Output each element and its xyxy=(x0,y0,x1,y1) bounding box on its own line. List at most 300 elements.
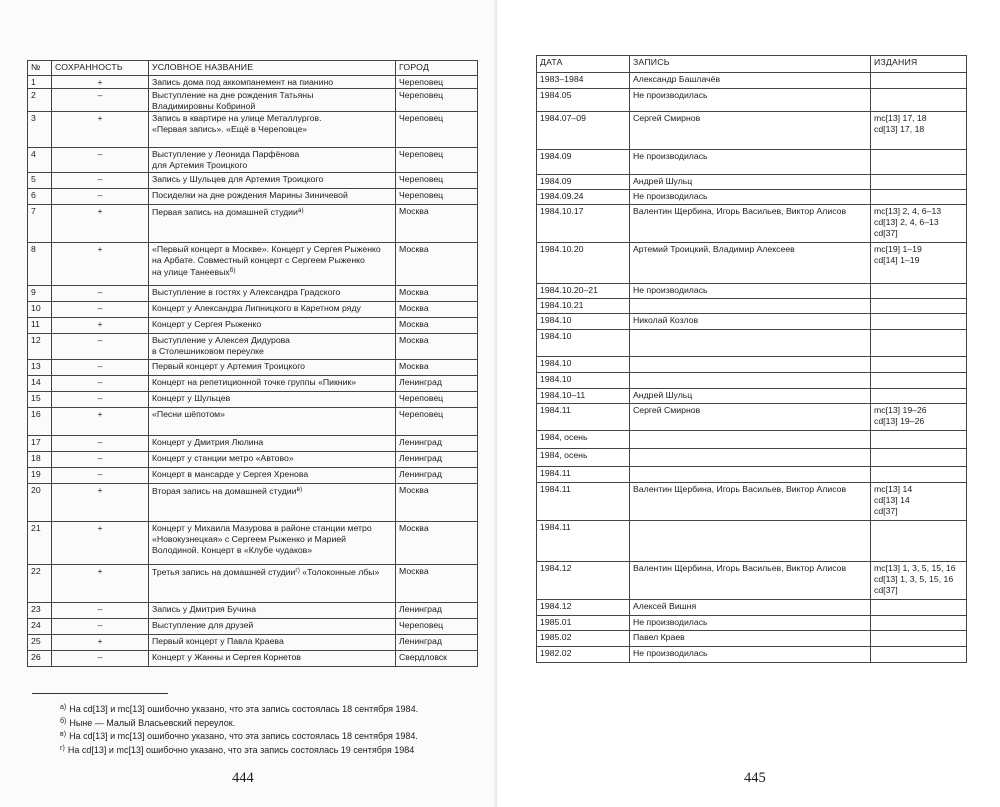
recording-cell: Алексей Вишня xyxy=(630,600,871,616)
city: Ленинград xyxy=(396,436,478,452)
city: Москва xyxy=(396,522,478,565)
preservation-mark: – xyxy=(52,286,149,302)
editions-cell xyxy=(871,150,967,175)
footnote-text: На cd[13] и mc[13] ошибочно указано, что эта запись состоялась 18 сентября 1984. xyxy=(69,731,418,742)
table-row xyxy=(28,318,478,334)
date-cell: 1984.12 xyxy=(537,562,630,600)
recording-title xyxy=(149,452,396,468)
table-row xyxy=(537,404,967,431)
date-cell: 1984.10.17 xyxy=(537,205,630,243)
table-row xyxy=(537,647,967,663)
table-row xyxy=(537,631,967,647)
header-date: ДАТА xyxy=(537,56,630,73)
edition-line: cd[13] 14 xyxy=(874,494,910,505)
row-number: 25 xyxy=(28,635,52,651)
preservation-mark: + xyxy=(52,112,149,148)
edition-line: cd[13] 2, 4, 6–13 xyxy=(874,216,939,227)
table-row xyxy=(28,76,478,89)
recording-title xyxy=(149,360,396,376)
editions-cell xyxy=(871,284,967,299)
editions-cell xyxy=(871,562,967,600)
table-row xyxy=(28,565,478,603)
city: Ленинград xyxy=(396,603,478,619)
table-row xyxy=(537,190,967,205)
editions-cell xyxy=(871,389,967,404)
title-tail: «Толоконные лбы» xyxy=(299,567,380,578)
title-line: Посиделки на дне рождения Марины Зиничевой xyxy=(152,190,348,201)
city: Череповец xyxy=(396,112,478,148)
header-recording: ЗАПИСЬ xyxy=(630,56,871,73)
recording-cell: Не производилась xyxy=(630,89,871,112)
date-cell: 1985.01 xyxy=(537,616,630,631)
editions-cell xyxy=(871,357,967,373)
recording-title xyxy=(149,243,396,286)
table-row xyxy=(28,468,478,484)
recording-cell: Валентин Щербина, Игорь Васильев, Виктор Алисов xyxy=(630,205,871,243)
table-row xyxy=(28,112,478,148)
edition-line: mc[13] 14 xyxy=(874,484,913,494)
row-number: 5 xyxy=(28,173,52,189)
recording-title xyxy=(149,76,396,89)
table-row xyxy=(537,175,967,190)
row-number: 18 xyxy=(28,452,52,468)
date-cell: 1984.09.24 xyxy=(537,190,630,205)
table-row xyxy=(28,392,478,408)
preservation-mark: – xyxy=(52,189,149,205)
editions-cell xyxy=(871,175,967,190)
title-line: на Арбате. Совместный концерт с Сергеем Рыженко xyxy=(152,255,365,266)
preservation-mark: + xyxy=(52,484,149,522)
city: Череповец xyxy=(396,173,478,189)
recording-title xyxy=(149,148,396,173)
row-number: 2 xyxy=(28,88,52,112)
date-cell: 1984.10.21 xyxy=(537,299,630,314)
title-line: Концерт у Сергея Рыженко xyxy=(152,319,262,330)
preservation-mark: – xyxy=(52,436,149,452)
recording-title xyxy=(149,173,396,189)
preservation-mark: + xyxy=(52,205,149,243)
row-number: 14 xyxy=(28,376,52,392)
row-number: 4 xyxy=(28,148,52,173)
editions-cell xyxy=(871,243,967,284)
footnote-divider xyxy=(32,693,168,694)
recording-cell xyxy=(630,299,871,314)
title-line: Концерт у станции метро «Автово» xyxy=(152,453,294,464)
header-editions: ИЗДАНИЯ xyxy=(871,56,967,73)
recording-cell xyxy=(630,330,871,357)
table-row xyxy=(537,449,967,467)
right-page xyxy=(497,0,1000,807)
releases-table xyxy=(536,55,967,663)
editions-cell xyxy=(871,600,967,616)
title-line: Концерт в мансарде у Сергея Хренова xyxy=(152,469,309,480)
city: Ленинград xyxy=(396,452,478,468)
footnote-mark: а) xyxy=(60,704,67,711)
recording-cell: Сергей Смирнов xyxy=(630,112,871,150)
table-row xyxy=(537,299,967,314)
table-row xyxy=(537,314,967,330)
date-cell: 1984.09 xyxy=(537,175,630,190)
title-line: Первый концерт у Артемия Троицкого xyxy=(152,361,306,372)
row-number: 1 xyxy=(28,76,52,89)
date-cell: 1984.10.20–21 xyxy=(537,284,630,299)
city: Свердловск xyxy=(396,651,478,667)
recording-cell xyxy=(630,449,871,467)
table-row xyxy=(28,619,478,635)
footnote-mark: б) xyxy=(60,717,67,725)
city: Москва xyxy=(396,302,478,318)
title-line: Володиной. Концерт в «Клубе чудаков» xyxy=(152,544,313,555)
footnote-ref: в) xyxy=(296,486,303,494)
title-line: Владимировны Кобриной xyxy=(152,100,256,111)
date-cell: 1984.10.20 xyxy=(537,243,630,284)
footnote xyxy=(60,729,418,743)
table-row xyxy=(28,88,478,112)
recording-cell xyxy=(630,467,871,483)
recording-title xyxy=(149,565,396,603)
title-line: Концерт у Михаила Мазурова в районе станции метро xyxy=(152,523,372,534)
table-row xyxy=(28,205,478,243)
editions-cell xyxy=(871,330,967,357)
recording-title xyxy=(149,603,396,619)
row-number: 20 xyxy=(28,484,52,522)
date-cell: 1982.02 xyxy=(537,647,630,663)
preservation-mark: + xyxy=(52,243,149,286)
date-cell: 1985.02 xyxy=(537,631,630,647)
date-cell: 1984.09 xyxy=(537,150,630,175)
row-number: 9 xyxy=(28,286,52,302)
city: Череповец xyxy=(396,76,478,89)
city: Череповец xyxy=(396,619,478,635)
footnote xyxy=(60,716,418,730)
table-row xyxy=(537,521,967,562)
title-line: Концерт у Жанны и Сергея Корнетов xyxy=(152,652,301,663)
page-number-left: 444 xyxy=(232,770,254,786)
recording-title xyxy=(149,484,396,522)
editions-cell xyxy=(871,112,967,150)
recording-title xyxy=(149,635,396,651)
editions-cell xyxy=(871,431,967,449)
recording-cell xyxy=(630,357,871,373)
editions-cell xyxy=(871,404,967,431)
editions-cell xyxy=(871,73,967,89)
title-line: Выступление в гостях у Александра Градского xyxy=(152,287,341,298)
city: Москва xyxy=(396,243,478,286)
recording-title xyxy=(149,619,396,635)
recording-title xyxy=(149,522,396,565)
title-line: на улице Танеевых xyxy=(152,266,230,277)
editions-cell xyxy=(871,89,967,112)
footnote-ref: а) xyxy=(297,207,304,215)
city: Ленинград xyxy=(396,635,478,651)
table-row xyxy=(537,467,967,483)
preservation-mark: – xyxy=(52,603,149,619)
title-line-wrap xyxy=(152,266,392,278)
city: Ленинград xyxy=(396,376,478,392)
table-row xyxy=(537,89,967,112)
table-row xyxy=(28,436,478,452)
table-row xyxy=(537,205,967,243)
city: Череповец xyxy=(396,408,478,436)
edition-line: mc[19] 1–19 xyxy=(874,244,922,254)
preservation-mark: + xyxy=(52,522,149,565)
table-row xyxy=(28,148,478,173)
row-number: 21 xyxy=(28,522,52,565)
header-number: № xyxy=(28,61,52,76)
table-row xyxy=(537,389,967,404)
preservation-mark: – xyxy=(52,392,149,408)
date-cell: 1984.10 xyxy=(537,314,630,330)
preservation-mark: + xyxy=(52,76,149,89)
row-number: 3 xyxy=(28,112,52,148)
table-row xyxy=(537,243,967,284)
edition-line: cd[37] xyxy=(874,584,898,595)
recording-title xyxy=(149,88,396,112)
recording-cell: Не производилась xyxy=(630,284,871,299)
title-line: «Первая запись». «Ещё в Череповце» xyxy=(152,124,308,135)
row-number: 13 xyxy=(28,360,52,376)
recording-cell xyxy=(630,521,871,562)
row-number: 12 xyxy=(28,334,52,360)
title-line: Запись у Дмитрия Бучина xyxy=(152,604,257,615)
footnote-text: Ныне — Малый Власьевский переулок. xyxy=(69,717,236,728)
edition-line: mc[13] 17, 18 xyxy=(874,113,927,123)
recording-cell: Не производилась xyxy=(630,647,871,663)
title-line-wrap xyxy=(152,485,392,497)
preservation-mark: – xyxy=(52,651,149,667)
row-number: 16 xyxy=(28,408,52,436)
preservation-mark: – xyxy=(52,619,149,635)
footnote xyxy=(60,743,418,757)
table-row xyxy=(537,73,967,89)
editions-cell xyxy=(871,314,967,330)
table-row xyxy=(537,330,967,357)
edition-line: mc[13] 1, 3, 5, 15, 16 xyxy=(874,563,956,573)
table-row xyxy=(28,484,478,522)
row-number: 17 xyxy=(28,436,52,452)
city: Череповец xyxy=(396,392,478,408)
title-line: в Столешниковом переулке xyxy=(152,346,264,357)
recording-cell: Валентин Щербина, Игорь Васильев, Виктор Алисов xyxy=(630,483,871,521)
title-line: Концерт у Александра Липницкого в Каретном ряду xyxy=(152,303,361,314)
preservation-mark: – xyxy=(52,148,149,173)
recording-title xyxy=(149,302,396,318)
header-title: УСЛОВНОЕ НАЗВАНИЕ xyxy=(149,61,396,76)
table-row xyxy=(537,616,967,631)
date-cell: 1984.05 xyxy=(537,89,630,112)
date-cell: 1984.10 xyxy=(537,330,630,357)
editions-cell xyxy=(871,205,967,243)
row-number: 22 xyxy=(28,565,52,603)
recording-cell: Андрей Шульц xyxy=(630,389,871,404)
table-row xyxy=(537,284,967,299)
editions-cell xyxy=(871,467,967,483)
edition-line: cd[37] xyxy=(874,505,898,516)
table-row xyxy=(537,150,967,175)
table-header-row xyxy=(537,56,967,73)
editions-cell xyxy=(871,299,967,314)
recording-title xyxy=(149,436,396,452)
table-row xyxy=(537,600,967,616)
editions-cell xyxy=(871,483,967,521)
footnote-ref: г) xyxy=(295,567,300,575)
city: Москва xyxy=(396,484,478,522)
edition-line: cd[37] xyxy=(874,227,898,238)
title-line: Выступление для друзей xyxy=(152,620,254,631)
editions-cell xyxy=(871,616,967,631)
title-line: «Новокузнецкая» с Сергеем Рыженко и Марией xyxy=(152,534,347,545)
title-line: Концерт у Дмитрия Люлина xyxy=(152,437,264,448)
date-cell: 1983–1984 xyxy=(537,73,630,89)
recording-cell: Николай Козлов xyxy=(630,314,871,330)
title-line-wrap xyxy=(152,206,392,218)
recording-cell xyxy=(630,431,871,449)
edition-line: cd[13] 1, 3, 5, 15, 16 xyxy=(874,573,954,584)
table-row xyxy=(28,603,478,619)
preservation-mark: + xyxy=(52,635,149,651)
table-row xyxy=(28,376,478,392)
title-line: «Песни шёпотом» xyxy=(152,409,225,420)
date-cell: 1984, осень xyxy=(537,431,630,449)
row-number: 8 xyxy=(28,243,52,286)
preservation-mark: – xyxy=(52,88,149,112)
title-line: Запись дома под аккомпанемент на пианино xyxy=(152,77,334,87)
date-cell: 1984.07–09 xyxy=(537,112,630,150)
recording-cell: Не производилась xyxy=(630,190,871,205)
recording-cell: Артемий Троицкий, Владимир Алексеев xyxy=(630,243,871,284)
row-number: 19 xyxy=(28,468,52,484)
table-row xyxy=(28,635,478,651)
recording-cell: Павел Краев xyxy=(630,631,871,647)
table-row xyxy=(28,173,478,189)
table-row xyxy=(28,189,478,205)
page-number-right: 445 xyxy=(744,770,766,786)
editions-cell xyxy=(871,521,967,562)
date-cell: 1984.11 xyxy=(537,467,630,483)
recording-title xyxy=(149,408,396,436)
row-number: 24 xyxy=(28,619,52,635)
recording-title xyxy=(149,376,396,392)
footnote-mark: в) xyxy=(60,731,67,739)
title-line: Концерт у Шульцев xyxy=(152,393,231,404)
city: Москва xyxy=(396,286,478,302)
city: Москва xyxy=(396,565,478,603)
header-city: ГОРОД xyxy=(396,61,478,76)
city: Череповец xyxy=(396,189,478,205)
table-row xyxy=(28,522,478,565)
row-number: 6 xyxy=(28,189,52,205)
recording-cell: Валентин Щербина, Игорь Васильев, Виктор Алисов xyxy=(630,562,871,600)
footnotes xyxy=(60,702,418,756)
recording-title xyxy=(149,334,396,360)
row-number: 26 xyxy=(28,651,52,667)
row-number: 15 xyxy=(28,392,52,408)
editions-cell xyxy=(871,190,967,205)
footnote-text: На cd[13] и mc[13] ошибочно указано, что эта запись состоялась 18 сентября 1984. xyxy=(69,704,419,714)
preservation-mark: + xyxy=(52,565,149,603)
table-row xyxy=(28,360,478,376)
recording-cell xyxy=(630,373,871,389)
recording-title xyxy=(149,189,396,205)
table-row xyxy=(28,286,478,302)
recording-title xyxy=(149,112,396,148)
title-line: «Первый концерт в Москве». Концерт у Сергея Рыженко xyxy=(152,244,381,255)
recording-cell: Александр Башлачёв xyxy=(630,73,871,89)
edition-line: cd[13] 17, 18 xyxy=(874,123,925,134)
recording-title xyxy=(149,318,396,334)
title-line: Запись у Шульцев для Артемия Троицкого xyxy=(152,174,324,185)
recording-title xyxy=(149,651,396,667)
date-cell: 1984.10 xyxy=(537,373,630,389)
row-number: 11 xyxy=(28,318,52,334)
city: Москва xyxy=(396,205,478,243)
title-line: Третья запись на домашней студии xyxy=(152,567,296,578)
row-number: 10 xyxy=(28,302,52,318)
preservation-mark: – xyxy=(52,376,149,392)
title-line: Первый концерт у Павла Краева xyxy=(152,636,284,647)
edition-line: cd[13] 19–26 xyxy=(874,415,925,426)
preservation-mark: – xyxy=(52,360,149,376)
city: Москва xyxy=(396,360,478,376)
table-header-row xyxy=(28,61,478,76)
preservation-mark: + xyxy=(52,318,149,334)
city: Москва xyxy=(396,318,478,334)
recording-cell: Сергей Смирнов xyxy=(630,404,871,431)
recording-title xyxy=(149,468,396,484)
editions-cell xyxy=(871,647,967,663)
title-line: Запись в квартире на улице Металлургов. xyxy=(152,113,322,124)
preservation-mark: – xyxy=(52,173,149,189)
title-line: Выступление на дне рождения Татьяны xyxy=(152,89,314,100)
table-row xyxy=(28,334,478,360)
edition-line: mc[13] 2, 4, 6–13 xyxy=(874,206,942,216)
editions-cell xyxy=(871,373,967,389)
date-cell: 1984, осень xyxy=(537,449,630,467)
recording-cell: Андрей Шульц xyxy=(630,175,871,190)
left-page xyxy=(0,0,497,807)
table-row xyxy=(537,483,967,521)
table-row xyxy=(28,408,478,436)
table-row xyxy=(537,373,967,389)
city: Череповец xyxy=(396,148,478,173)
preservation-mark: – xyxy=(52,468,149,484)
title-line: Концерт на репетиционной точке группы «Пикник» xyxy=(152,377,357,388)
date-cell: 1984.12 xyxy=(537,600,630,616)
city: Череповец xyxy=(396,88,478,112)
recording-title xyxy=(149,286,396,302)
date-cell: 1984.11 xyxy=(537,483,630,521)
recording-cell: Не производилась xyxy=(630,616,871,631)
date-cell: 1984.10 xyxy=(537,357,630,373)
date-cell: 1984.10–11 xyxy=(537,389,630,404)
table-row xyxy=(28,243,478,286)
date-cell: 1984.11 xyxy=(537,404,630,431)
title-line: Выступление у Алексея Дидурова xyxy=(152,335,291,346)
title-line-wrap xyxy=(152,566,392,578)
recording-title xyxy=(149,205,396,243)
footnote-mark: г) xyxy=(60,744,65,752)
title-line: для Артемия Троицкого xyxy=(152,160,248,171)
table-row xyxy=(537,357,967,373)
table-row xyxy=(28,302,478,318)
table-row xyxy=(537,112,967,150)
title-line: Вторая запись на домашней студии xyxy=(152,486,297,497)
row-number: 7 xyxy=(28,205,52,243)
preservation-mark: – xyxy=(52,334,149,360)
table-row xyxy=(28,651,478,667)
table-row xyxy=(537,431,967,449)
row-number: 23 xyxy=(28,603,52,619)
